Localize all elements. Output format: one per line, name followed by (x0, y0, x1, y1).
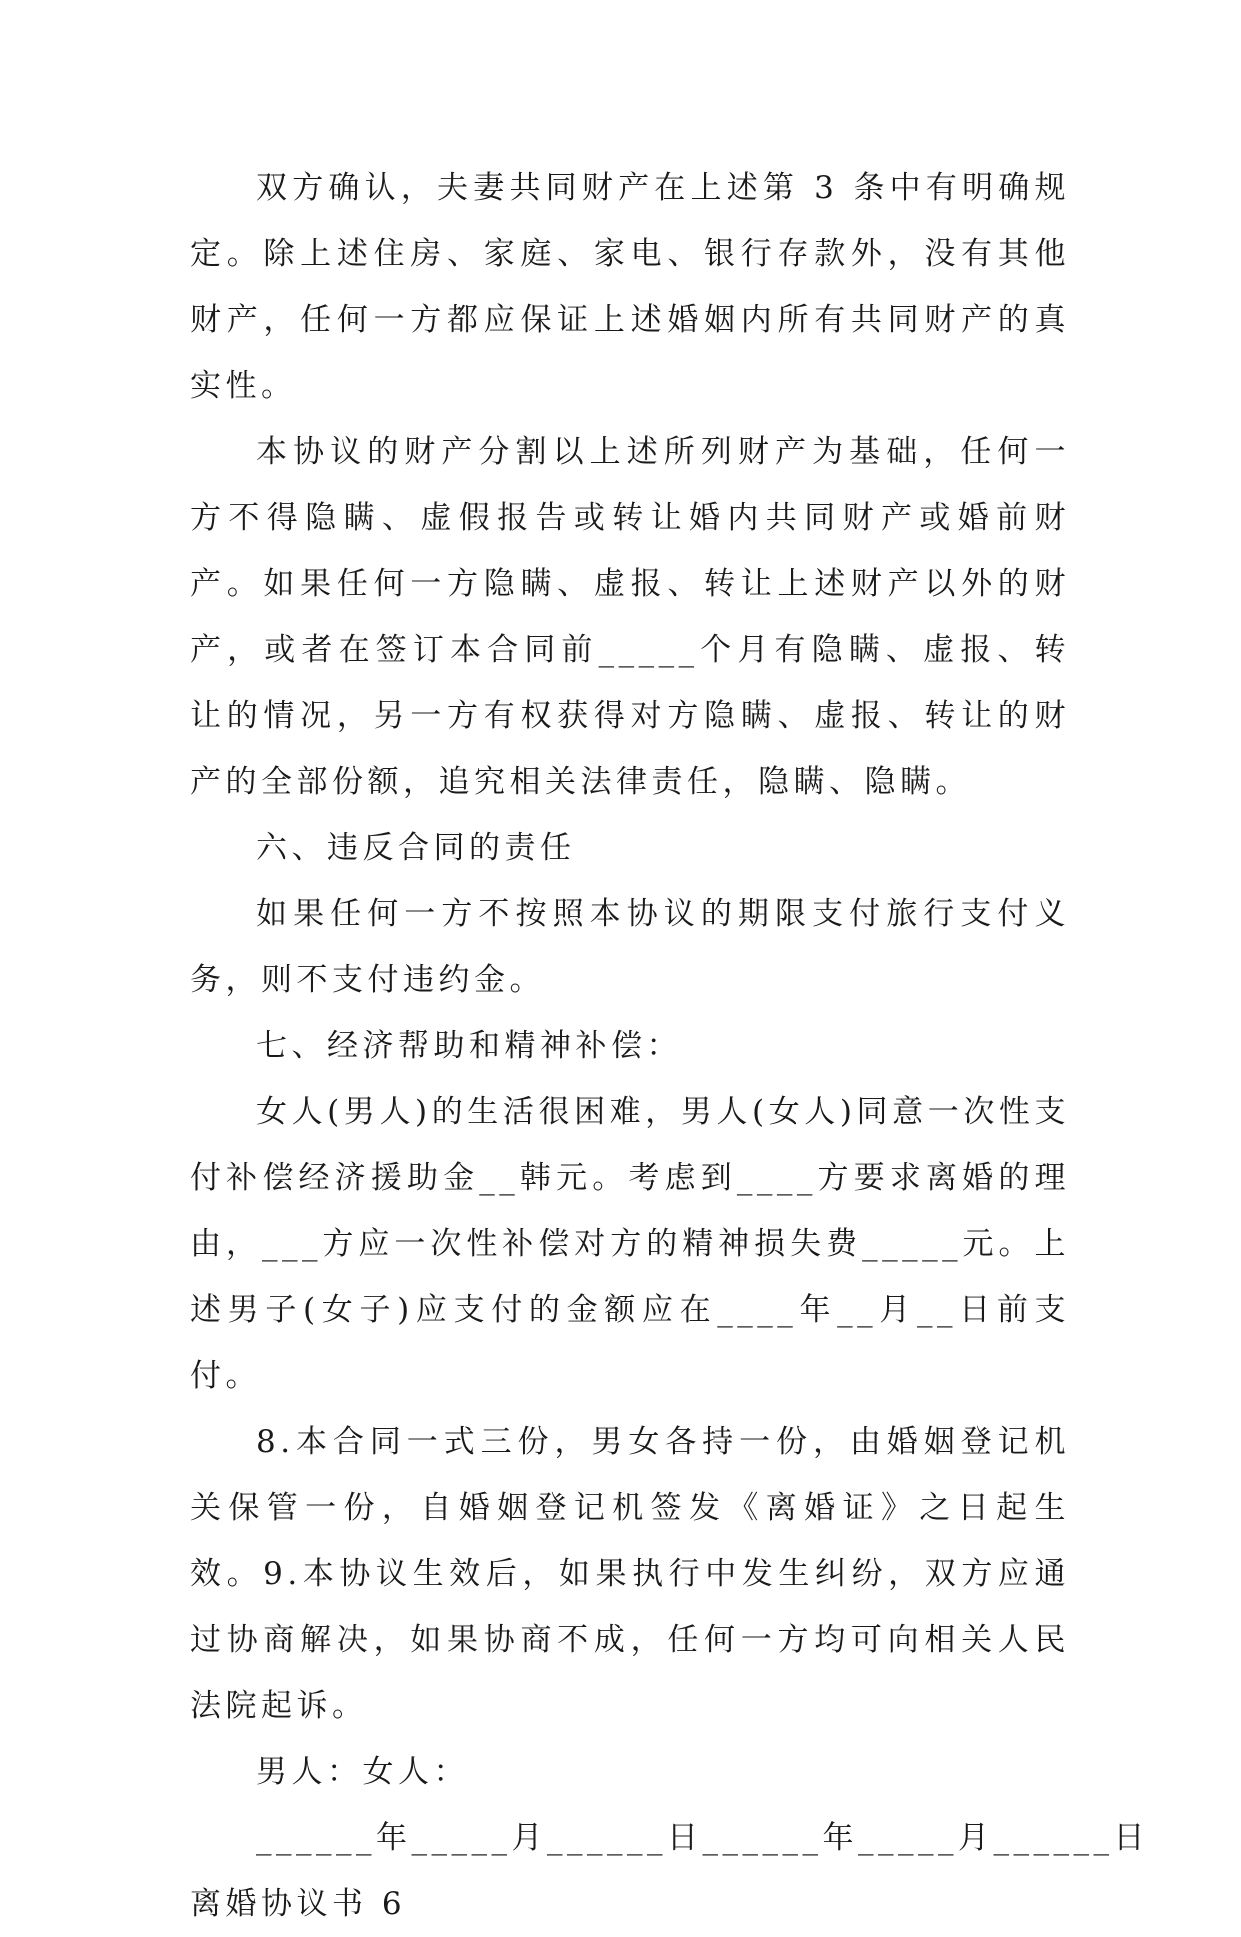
paragraph-breach-terms: 如果任何一方不按照本协议的期限支付旅行支付义务，则不支付违约金。 (190, 896, 1070, 998)
paragraph-joint-property-confirmation: 双方确认，夫妻共同财产在上述第 3 条中有明确规定。除上述住房、家庭、家电、银行存款外，没有其他财产，任何一方都应保证上述婚姻内所有共同财产的真实性。 (190, 170, 1070, 404)
paragraph-compensation: 女人(男人)的生活很困难，男人(女人)同意一次性支付补偿经济援助金__韩元。考虑到____方要求离婚的理由，___方应一次性补偿对方的精神损失费_____元。上述男子(女子)应支付的金额应在____年__月__日前支付。 (190, 1094, 1070, 1394)
document-page (190, 155, 1149, 1937)
paragraph-property-division: 本协议的财产分割以上述所列财产为基础，任何一方不得隐瞒、虚假报告或转让婚内共同财产或婚前财产。如果任何一方隐瞒、虚报、转让上述财产以外的财产，或者在签订本合同前_____个月有隐瞒、虚报、转让的情况，另一方有权获得对方隐瞒、虚报、转让的财产的全部份额，追究相关法律责任，隐瞒、隐瞒。 (190, 434, 1070, 800)
section-heading-breach-liability: 六、违反合同的责任 (256, 830, 576, 866)
section-heading-economic-help: 七、经济帮助和精神补偿： (256, 1028, 682, 1064)
paragraph-copies-and-disputes: 8.本合同一式三份，男女各持一份，由婚姻登记机关保管一份，自婚姻登记机签发《离婚证》之日起生效。9.本协议生效后，如果执行中发生纠纷，双方应通过协商解决，如果协商不成，任何一方均可向相关人民法院起诉。 (190, 1424, 1070, 1724)
next-document-heading: 离婚协议书 6 (190, 1886, 407, 1922)
signature-date-line: ______年_____月______日______年_____月______日 (256, 1820, 1149, 1856)
signature-labels: 男人：女人： (256, 1754, 469, 1790)
